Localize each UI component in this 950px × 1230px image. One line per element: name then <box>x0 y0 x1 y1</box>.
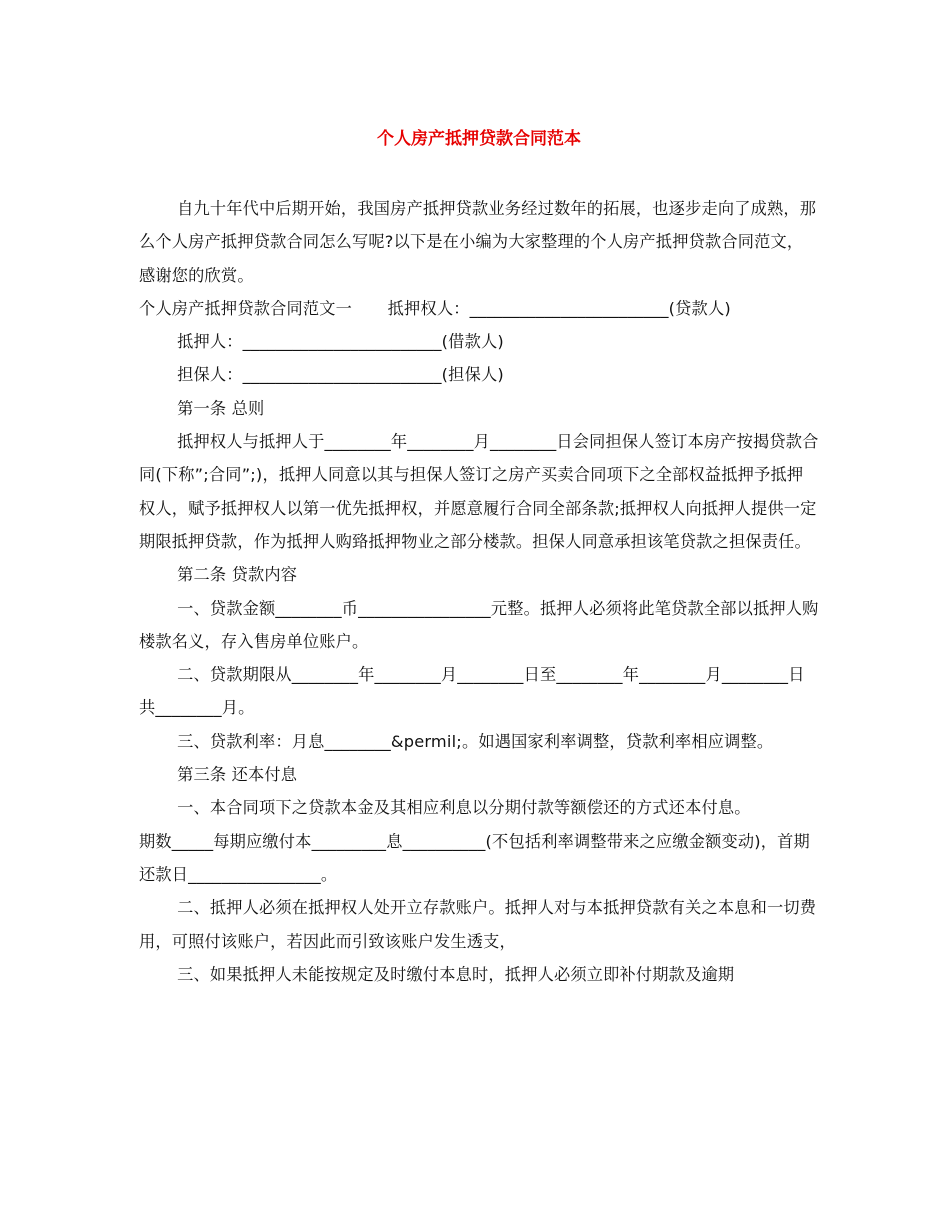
repayment-clause-2: 二、抵押人必须在抵押权人处开立存款账户。抵押人对与本抵押贷款有关之本息和一切费用，可照付该账户，若因此而引致该账户发生透支， <box>139 898 817 951</box>
repayment-clause-1: 一、本合同项下之贷款本金及其相应利息以分期付款等额偿还的方式还本付息。 <box>177 798 751 818</box>
interest-rate-clause: 三、贷款利率：月息________&permil;。如遇国家利率调整，贷款利率相应调整。 <box>177 731 774 751</box>
repayment-clause-3: 三、如果抵押人未能按规定及时缴付本息时，抵押人必须立即补付期款及逾期 <box>177 964 735 984</box>
document-body <box>139 192 819 991</box>
article-3-heading: 第三条 还本付息 <box>177 765 298 785</box>
loan-amount-clause: 一、贷款金额________币________________元整。抵押人必须将此笔贷款全部以抵押人购楼款名义，存入售房单位账户。 <box>139 598 819 651</box>
mortgagee-field: 抵押权人：________________________(贷款人) <box>387 298 731 318</box>
article-2-heading: 第二条 贷款内容 <box>177 565 298 585</box>
intro-paragraph: 自九十年代中后期开始，我国房产抵押贷款业务经过数年的拓展，也逐步走向了成熟，那么个人房产抵押贷款合同怎么写呢?以下是在小编为大家整理的个人房产抵押贷款合同范文，感谢您的欣赏。 <box>139 199 817 285</box>
contract-heading-line <box>139 292 819 325</box>
contract-sample-heading: 个人房产抵押贷款合同范文一 <box>139 298 353 318</box>
article-1-heading: 第一条 总则 <box>177 398 265 418</box>
loan-term-clause: 二、贷款期限从________年________月________日至________年________月________日共________月。 <box>139 665 805 718</box>
installment-clause: 期数_____每期应缴付本_________息__________(不包括利率调整带来之应缴金额变动)，首期还款日________________。 <box>139 831 810 884</box>
article-1-paragraph: 抵押权人与抵押人于________年________月________日会同担保人签订本房产按揭贷款合同(下称”;合同”;)，抵押人同意以其与担保人签订之房产买卖合同项下之全部权益抵押予抵押权人，赋予抵押权人以第一优先抵押权，并愿意履行合同全部条款;抵押权人向抵押人提供一定期限抵押贷款，作为抵押人购臵抵押物业之部分楼款。担保人同意承担该笔贷款之担保责任。 <box>139 432 819 551</box>
guarantor-field: 担保人：________________________(担保人) <box>177 365 504 385</box>
mortgagor-field: 抵押人：________________________(借款人) <box>177 332 504 352</box>
document-title: 个人房产抵押贷款合同范本 <box>377 129 581 149</box>
